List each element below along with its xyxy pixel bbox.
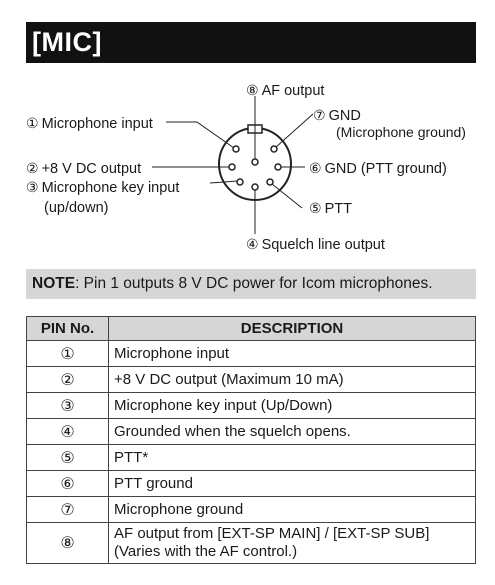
table-row <box>27 393 476 419</box>
pin-description: PTT* <box>109 445 476 471</box>
label-pin-7: ⑦ GND <box>313 107 361 124</box>
pin-description: PTT ground <box>109 471 476 497</box>
pin-8-hole <box>252 159 258 165</box>
table-header-row <box>27 317 476 341</box>
pin-number: ⑥ <box>27 471 109 497</box>
note-box <box>26 269 476 299</box>
pin-number: ⑦ <box>27 497 109 523</box>
section-title: [MIC] <box>26 22 476 63</box>
table-row <box>27 471 476 497</box>
connector-diagram <box>0 74 495 264</box>
leader-pin-5 <box>272 184 302 208</box>
table-row <box>27 523 476 564</box>
label-pin-3-sub: (up/down) <box>44 200 109 216</box>
label-pin-4: ④ Squelch line output <box>246 236 385 253</box>
label-pin-7-sub: (Microphone ground) <box>336 124 466 140</box>
pin-number: ③ <box>27 393 109 419</box>
table-row <box>27 419 476 445</box>
pin-description-line-2: (Varies with the AF control.) <box>114 543 298 560</box>
pin-number: ④ <box>27 419 109 445</box>
label-pin-5: ⑤ PTT <box>309 200 352 217</box>
pin-description: Microphone ground <box>109 497 476 523</box>
pin-number: ⑧ <box>27 523 109 564</box>
label-pin-3: ③ Microphone key input <box>26 179 180 196</box>
table-row <box>27 341 476 367</box>
table-row <box>27 497 476 523</box>
note-text: : Pin 1 outputs 8 V DC power for Icom microphones. <box>75 275 433 292</box>
pin-number: ② <box>27 367 109 393</box>
pin-description: Microphone key input (Up/Down) <box>109 393 476 419</box>
pin-number: ⑤ <box>27 445 109 471</box>
pin-description: Microphone input <box>109 341 476 367</box>
note-label: NOTE <box>32 275 76 292</box>
table-row <box>27 445 476 471</box>
leader-pin-7 <box>276 114 313 147</box>
pin-description: +8 V DC output (Maximum 10 mA) <box>109 367 476 393</box>
pin-table <box>26 316 476 564</box>
pin-description: Grounded when the squelch opens. <box>109 419 476 445</box>
pin-number: ① <box>27 341 109 367</box>
pin-4-hole <box>252 184 258 190</box>
label-pin-1: ① Microphone input <box>26 115 153 132</box>
header-description: DESCRIPTION <box>109 317 476 341</box>
pin-3-hole <box>237 179 243 185</box>
pin-2-hole <box>229 164 235 170</box>
table-row <box>27 367 476 393</box>
pin-description <box>109 523 476 564</box>
leader-pin-1 <box>166 122 234 148</box>
pin-1-hole <box>233 146 239 152</box>
pin-6-hole <box>275 164 281 170</box>
pin-description-line-1: AF output from [EXT-SP MAIN] / [EXT-SP SUB] <box>114 525 430 542</box>
label-pin-8: ⑧ AF output <box>246 82 325 99</box>
label-pin-2: ② +8 V DC output <box>26 160 142 177</box>
header-pin-no: PIN No. <box>27 317 109 341</box>
label-pin-6: ⑥ GND (PTT ground) <box>309 160 447 177</box>
